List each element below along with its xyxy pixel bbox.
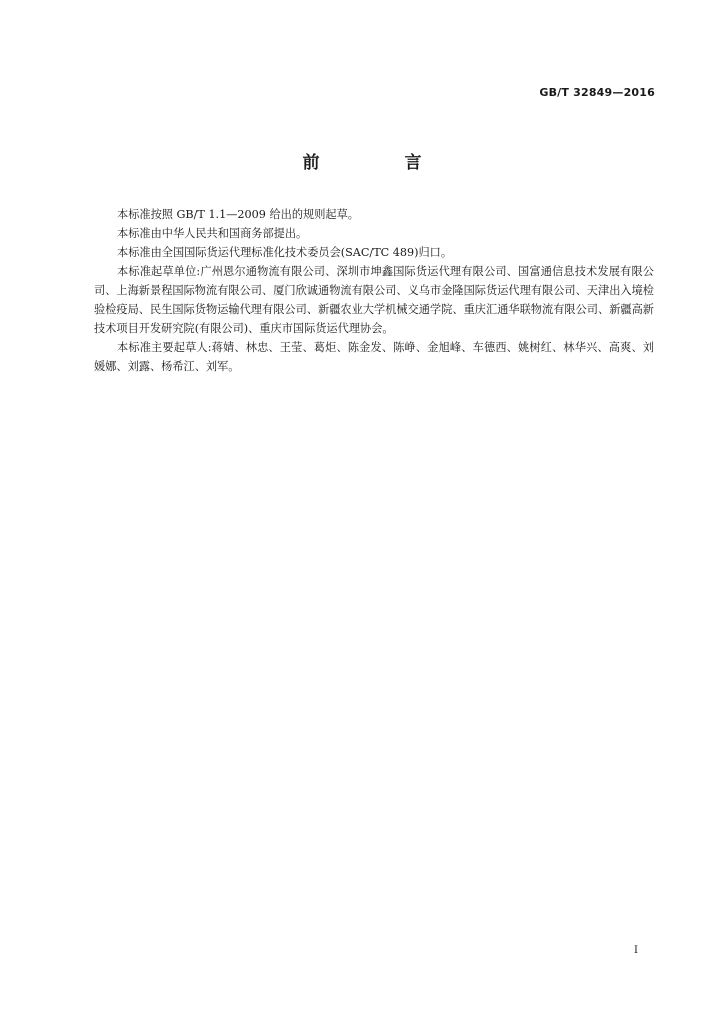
paragraph-committee: 本标准由全国国际货运代理标准化技术委员会(SAC/TC 489)归口。 (117, 246, 453, 259)
paragraph-drafting-rules: 本标准按照 GB/T 1.1—2009 给出的规则起草。 (117, 208, 359, 221)
page-number: I (634, 945, 638, 956)
body-text (94, 205, 654, 376)
paragraph-drafters: 本标准主要起草人:蒋婧、林忠、王莹、葛炬、陈金发、陈峥、金旭峰、车德西、姚树红、林华兴、高爽、刘媛娜、刘露、杨希江、刘军。 (94, 341, 654, 373)
standard-code: GB/T 32849—2016 (539, 86, 655, 99)
paragraph-proposer: 本标准由中华人民共和国商务部提出。 (117, 227, 308, 240)
page-title: 前 言 (302, 153, 456, 173)
paragraph-drafting-units: 本标准起草单位:广州恩尔通物流有限公司、深圳市坤鑫国际货运代理有限公司、国富通信息技术发展有限公司、上海新景程国际物流有限公司、厦门欣诚通物流有限公司、义乌市金隆国际货运代理有限公司、天津出入境检验检疫局、民生国际货物运输代理有限公司、新疆农业大学机械交通学院、重庆汇通华联物流有限公司、新疆高新技术项目开发研究院(有限公司)、重庆市国际货运代理协会。 (94, 265, 654, 335)
